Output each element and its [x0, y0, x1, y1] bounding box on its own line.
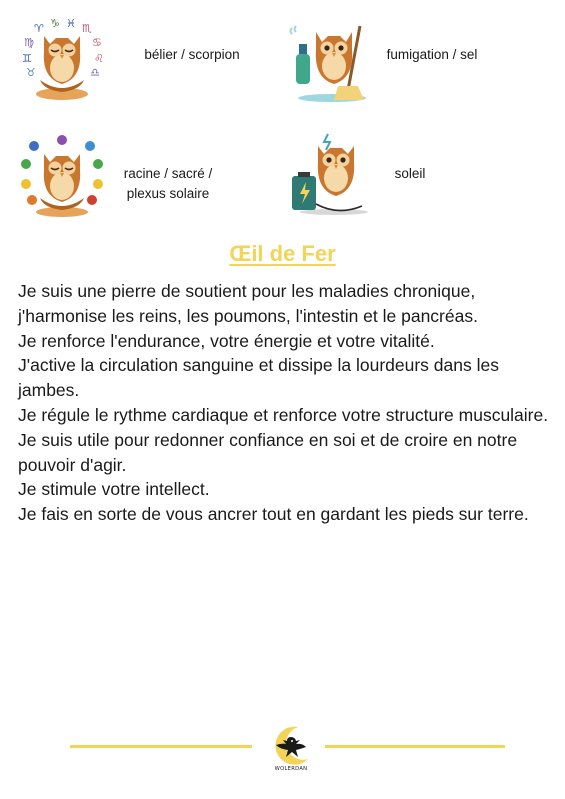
label-line: bélier / scorpion	[144, 47, 240, 62]
label-line: plexus solaire	[126, 186, 210, 201]
logo-text: WOLERDAN	[274, 766, 308, 772]
stone-title: Œil de Fer	[229, 241, 336, 266]
svg-text:♓: ♓	[66, 18, 76, 30]
attribute-label-zodiac	[132, 45, 252, 65]
svg-text:♊: ♊	[22, 52, 32, 65]
description-paragraph: Je suis une pierre de soutient pour les maladies chronique, j'harmonise les reins, les poumons, l'intestin et le pancréas.	[18, 281, 478, 326]
label-line: soleil	[394, 166, 426, 181]
crow-moon-logo	[268, 723, 314, 773]
description-paragraph: Je renforce l'endurance, votre énergie et votre vitalité.	[18, 330, 435, 351]
stone-description	[18, 279, 550, 527]
svg-text:♎: ♎	[90, 66, 100, 79]
description-paragraph: J'active la circulation sanguine et dissipe la lourdeurs dans les jambes.	[18, 355, 499, 401]
svg-text:♉: ♉	[26, 66, 36, 79]
label-line: racine / sacré /	[123, 166, 213, 181]
attribute-label-sun	[372, 164, 448, 184]
footer-rule-left	[70, 745, 252, 748]
attribute-label-chakras	[108, 164, 228, 204]
svg-text:♑: ♑	[50, 18, 60, 30]
description-paragraph: Je stimule votre intellect.	[18, 479, 210, 500]
attribute-label-cleansing	[372, 45, 492, 65]
owl-meditating-zodiac-icon	[20, 18, 104, 102]
description-paragraph: Je fais en sorte de vous ancrer tout en gardant les pieds sur terre.	[18, 504, 529, 525]
svg-text:♈: ♈	[34, 22, 44, 35]
svg-text:♍: ♍	[24, 36, 34, 49]
owl-battery-charging-icon	[288, 132, 372, 216]
svg-text:♌: ♌	[94, 52, 104, 65]
description-paragraph: Je suis utile pour redonner confiance en soi et de croire en notre pouvoir d'agir.	[18, 429, 518, 475]
label-line: fumigation / sel	[386, 47, 478, 62]
owl-cleaning-spray-broom-icon	[288, 20, 372, 104]
owl-meditating-chakras-icon	[20, 134, 104, 218]
description-paragraph: Je régule le rythme cardiaque et renforce votre structure musculaire.	[18, 404, 549, 425]
svg-text:♋: ♋	[92, 36, 102, 49]
footer-rule-right	[325, 745, 505, 748]
svg-text:♏: ♏	[82, 22, 92, 35]
